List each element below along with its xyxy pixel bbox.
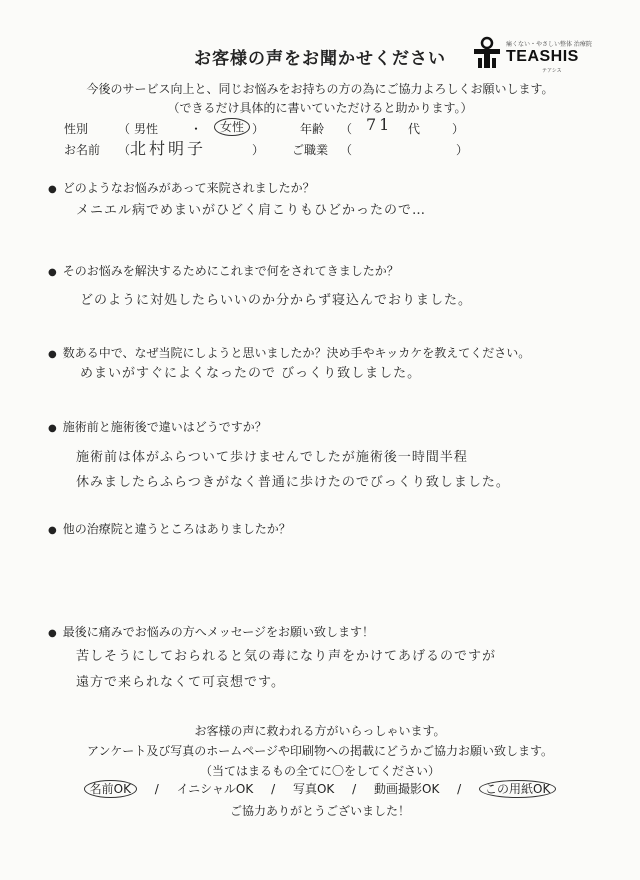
clinic-logo (472, 36, 592, 76)
person-logo-icon (472, 36, 502, 70)
consent-separator: / (352, 782, 357, 796)
question-4-text: 施術前と施術後で違いはどうですか？ (62, 420, 267, 434)
question-3-text: 数ある中で、なぜ当院にしようと思いましたか？決め手やキッカケを教えてください。 (62, 346, 531, 360)
footer-line-2: アンケート及び写真のホームページや印刷物への掲載にどうかご協力お願い致します。 (86, 744, 554, 758)
name-open-paren: （ (118, 143, 131, 157)
name-close-paren: ） (252, 143, 265, 157)
gender-close-paren: ） (252, 122, 265, 136)
answer-6-line-2: 遠方で来られなくて可哀想です。 (76, 675, 285, 690)
thanks-message: ご協力ありがとうございました！ (229, 804, 410, 818)
answer-6-line-1: 苦しそうにしておられると気の毒になり声をかけてあげるのですが (76, 649, 497, 664)
question-2: ● そのお悩みを解決するためにこれまで何をされてきましたか？ (48, 264, 399, 278)
age-unit: 代 (408, 122, 421, 136)
job-close-paren: ） (456, 143, 469, 157)
gender-open-paren: （ (118, 122, 131, 136)
footer-line-1: お客様の声に救われる方がいらっしゃいます。 (194, 724, 446, 738)
answer-1-line-1: メニエル病でめまいがひどく肩こりもひどかったので… (76, 203, 427, 218)
consent-options (0, 780, 640, 798)
name-label: お名前 (64, 143, 101, 157)
question-4: ● 施術前と施術後で違いはどうですか？ (48, 420, 267, 434)
logo-kana: テアシス (542, 68, 562, 74)
answer-3-line-1: めまいがすぐによくなったので びっくり致しました。 (80, 366, 422, 381)
question-6-text: 最後に痛みでお悩みの方へメッセージをお願い致します！ (62, 625, 375, 639)
gender-male-option: 男性 (134, 122, 159, 136)
job-open-paren: （ (340, 143, 353, 157)
consent-separator: / (271, 782, 276, 796)
consent-name-ok: 名前OK (84, 780, 137, 798)
gender-female-option (214, 118, 250, 136)
logo-tagline: 痛くない・やさしい整体 治療院 (506, 41, 592, 48)
name-value: 北村明子 (130, 139, 207, 158)
consent-separator: / (154, 782, 159, 796)
age-close-paren: ） (452, 122, 465, 136)
footer-instruction: （当てはまるもの全てに〇をしてください） (199, 764, 440, 778)
job-label: ご職業 (292, 143, 329, 157)
gender-separator: ・ (190, 122, 203, 136)
gender-female-selected: 女性 (214, 118, 250, 136)
intro-line-2: （できるだけ具体的に書いていただけると助かります。） (167, 101, 473, 115)
question-1: ● どのようなお悩みがあって来院されましたか？ (48, 181, 315, 195)
age-label: 年齢 (300, 122, 325, 136)
answer-2-line-1: どのように対処したらいいのか分からず寝込んでおりました。 (80, 293, 473, 308)
question-5-text: 他の治療院と違うところはありましたか？ (62, 522, 291, 536)
question-3: ● 数ある中で、なぜ当院にしようと思いましたか？決め手やキッカケを教えてください。 (48, 346, 531, 360)
consent-paper-ok: この用紙OK (479, 780, 556, 798)
answer-4-line-1: 施術前は体がふらついて歩けませんでしたが施術後一時間半程 (76, 450, 468, 465)
question-6: ● 最後に痛みでお悩みの方へメッセージをお願い致します！ (48, 625, 375, 639)
gender-label: 性別 (64, 122, 89, 136)
consent-photo-ok: 写真OK (292, 782, 335, 796)
consent-video-ok: 動画撮影OK (374, 782, 440, 796)
intro-line-1: 今後のサービス向上と、同じお悩みをお持ちの方の為にご協力よろしくお願いします。 (86, 82, 554, 96)
page-title: お客様の声をお聞かせください (194, 49, 446, 69)
age-value: 71 (366, 115, 393, 134)
question-2-text: そのお悩みを解決するためにこれまで何をされてきましたか？ (62, 264, 399, 278)
answer-4-line-2: 休みましたらふらつきがなく普通に歩けたのでびっくり致しました。 (76, 475, 510, 490)
question-1-text: どのようなお悩みがあって来院されましたか？ (62, 181, 315, 195)
consent-separator: / (457, 782, 462, 796)
question-5: ● 他の治療院と違うところはありましたか？ (48, 522, 291, 536)
logo-name: TEASHIS (506, 48, 579, 65)
age-open-paren: （ (340, 122, 353, 136)
consent-initial-ok: イニシャルOK (176, 782, 254, 796)
